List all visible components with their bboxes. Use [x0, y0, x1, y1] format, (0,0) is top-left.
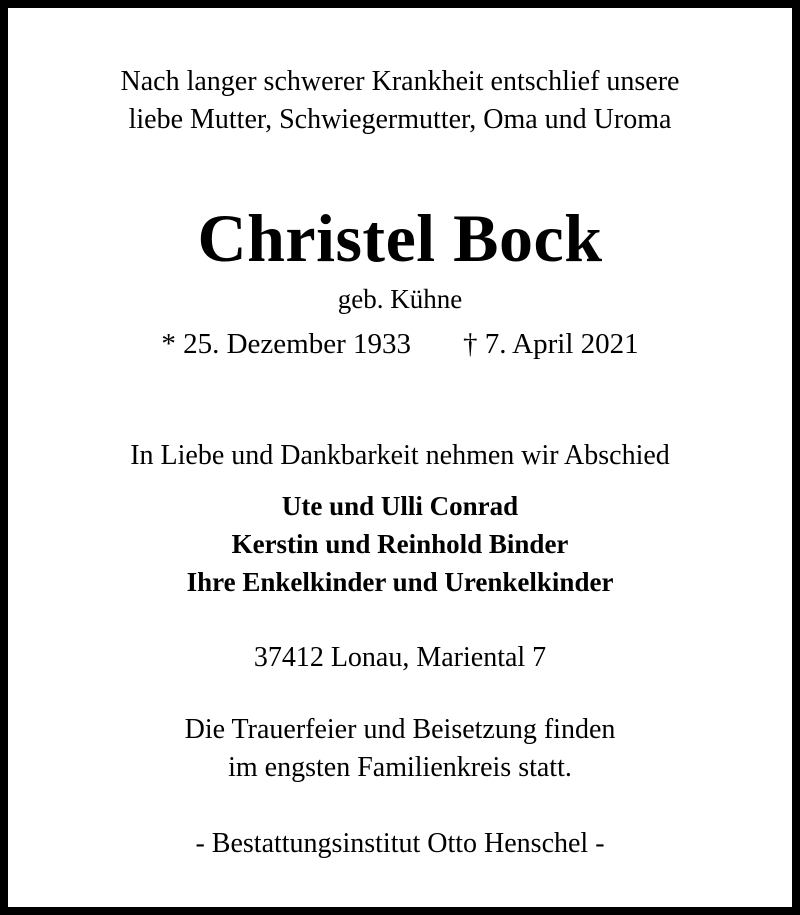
mourner-line-3: Ihre Enkelkinder und Urenkelkinder — [186, 567, 614, 597]
ceremony-line-2: im engsten Familienkreis statt. — [228, 752, 572, 783]
ceremony-line-1: Die Trauerfeier und Beisetzung finden — [184, 714, 616, 745]
life-dates — [8, 326, 792, 362]
deceased-name: Christel Bock — [197, 200, 603, 276]
maiden-name: geb. Kühne — [337, 284, 463, 314]
farewell-text: In Liebe und Dankbarkeit nehmen wir Abschied — [130, 440, 670, 471]
undertaker: - Bestattungsinstitut Otto Henschel - — [195, 828, 605, 859]
mourner-line-1: Ute und Ulli Conrad — [281, 491, 519, 521]
birth-date: * 25. Dezember 1933 — [161, 328, 412, 360]
mourner-line-2: Kerstin und Reinhold Binder — [231, 529, 569, 559]
death-date: † 7. April 2021 — [463, 328, 639, 360]
intro-line-1: Nach langer schwerer Krankheit entschlief unsere — [120, 66, 680, 97]
address: 37412 Lonau, Mariental 7 — [253, 642, 547, 673]
intro-line-2: liebe Mutter, Schwiegermutter, Oma und Uroma — [128, 104, 672, 135]
